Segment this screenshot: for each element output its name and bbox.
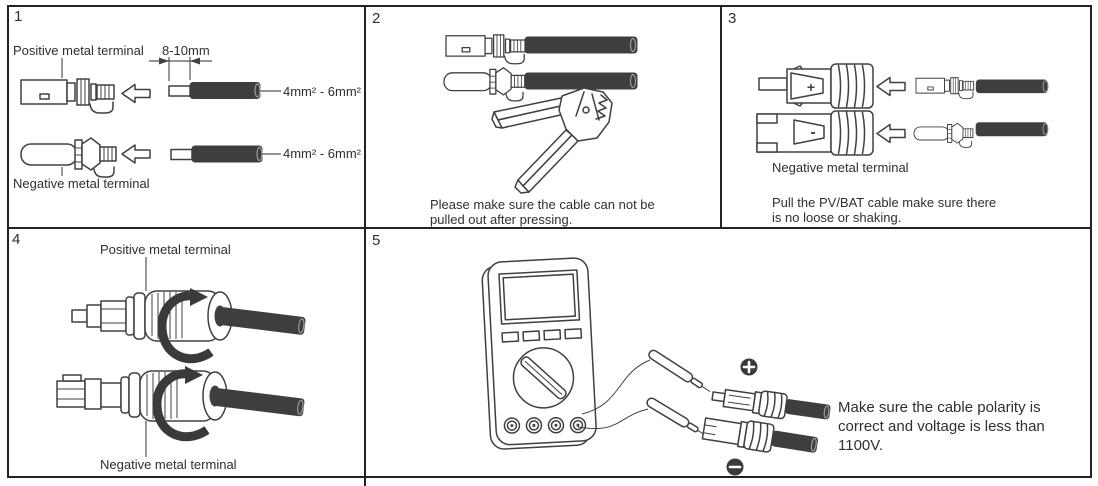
panel5-minus-badge-icon bbox=[727, 459, 744, 476]
panel1-insert-arrow-bottom-icon bbox=[122, 145, 150, 163]
panel3-plus-marking: + bbox=[806, 79, 816, 95]
panel2-crimping-tool-drawing bbox=[492, 88, 612, 193]
panel4-assembled-negative-connector bbox=[57, 371, 227, 421]
panel5-positive-connector bbox=[711, 384, 831, 425]
panel1-cable-size-bottom-label: 4mm² - 6mm² bbox=[283, 146, 361, 161]
panel5-probe-top bbox=[647, 349, 712, 396]
panel4-negative-terminal-label: Negative metal terminal bbox=[100, 457, 237, 472]
panel5-number: 5 bbox=[372, 232, 381, 249]
panel1-number: 1 bbox=[14, 8, 23, 25]
panel3-negative-connector-housing bbox=[757, 114, 831, 152]
panel1-insert-arrow-top-icon bbox=[122, 85, 150, 103]
panel4-positive-terminal-label: Positive metal terminal bbox=[100, 242, 231, 257]
panel3-gland-nut-bottom bbox=[831, 111, 873, 155]
panel3-caption-line1: Pull the PV/BAT cable make sure there bbox=[772, 195, 997, 210]
panel3-number: 3 bbox=[728, 10, 737, 27]
panel5-probe-bottom bbox=[645, 397, 708, 440]
panel2-crimped-positive-cable bbox=[446, 35, 637, 64]
panel3-insert-arrow-top-icon bbox=[877, 78, 905, 96]
panel3-insert-arrow-bottom-icon bbox=[877, 125, 905, 143]
panel1-strip-dimension bbox=[149, 57, 212, 81]
panel2-crimped-negative-cable bbox=[444, 68, 637, 101]
panel2-caption bbox=[430, 197, 655, 227]
panel1-positive-terminal-label: Positive metal terminal bbox=[13, 43, 144, 58]
panel3-gland-nut-top bbox=[831, 64, 873, 108]
panel2-caption-line2: pulled out after pressing. bbox=[430, 212, 573, 227]
panel3-negative-terminal-label: Negative metal terminal bbox=[772, 160, 909, 175]
panel5-negative-connector bbox=[702, 414, 819, 459]
panel2-number: 2 bbox=[372, 10, 381, 27]
panel5-caption-line3: 1100V. bbox=[838, 437, 884, 454]
panel4-assembled-positive-connector bbox=[72, 291, 232, 341]
panel5-caption-line1: Make sure the cable polarity is bbox=[838, 399, 1041, 416]
panel1-cable-bottom-drawing bbox=[171, 146, 262, 162]
panel3-minus-marking: - bbox=[810, 124, 816, 141]
panel5-multimeter-drawing bbox=[481, 257, 597, 449]
panel1-cable-size-top-label: 4mm² - 6mm² bbox=[283, 84, 361, 99]
panel5-caption-line2: correct and voltage is less than bbox=[838, 418, 1045, 435]
panel4-number: 4 bbox=[12, 231, 21, 248]
panel3-caption-line2: is no loose or shaking. bbox=[772, 210, 902, 225]
panel1-negative-terminal-drawing bbox=[21, 138, 116, 177]
panel1-negative-terminal-label: Negative metal terminal bbox=[13, 176, 150, 191]
panel4-cable-bottom bbox=[211, 388, 304, 416]
panel3-positive-connector-housing bbox=[759, 66, 831, 106]
panel1-positive-terminal-drawing bbox=[21, 79, 114, 113]
panel3-crimped-negative-cable bbox=[914, 123, 1048, 148]
panel1-cable-top-drawing bbox=[169, 83, 260, 99]
panel3-crimped-positive-cable bbox=[916, 78, 1048, 99]
panel2-caption-line1: Please make sure the cable can not be bbox=[430, 197, 655, 212]
panel5-caption bbox=[838, 398, 1045, 455]
panel3-caption bbox=[772, 195, 996, 225]
panel1-strip-length-label: 8-10mm bbox=[162, 43, 210, 58]
panel5-plus-badge-icon bbox=[741, 359, 758, 376]
